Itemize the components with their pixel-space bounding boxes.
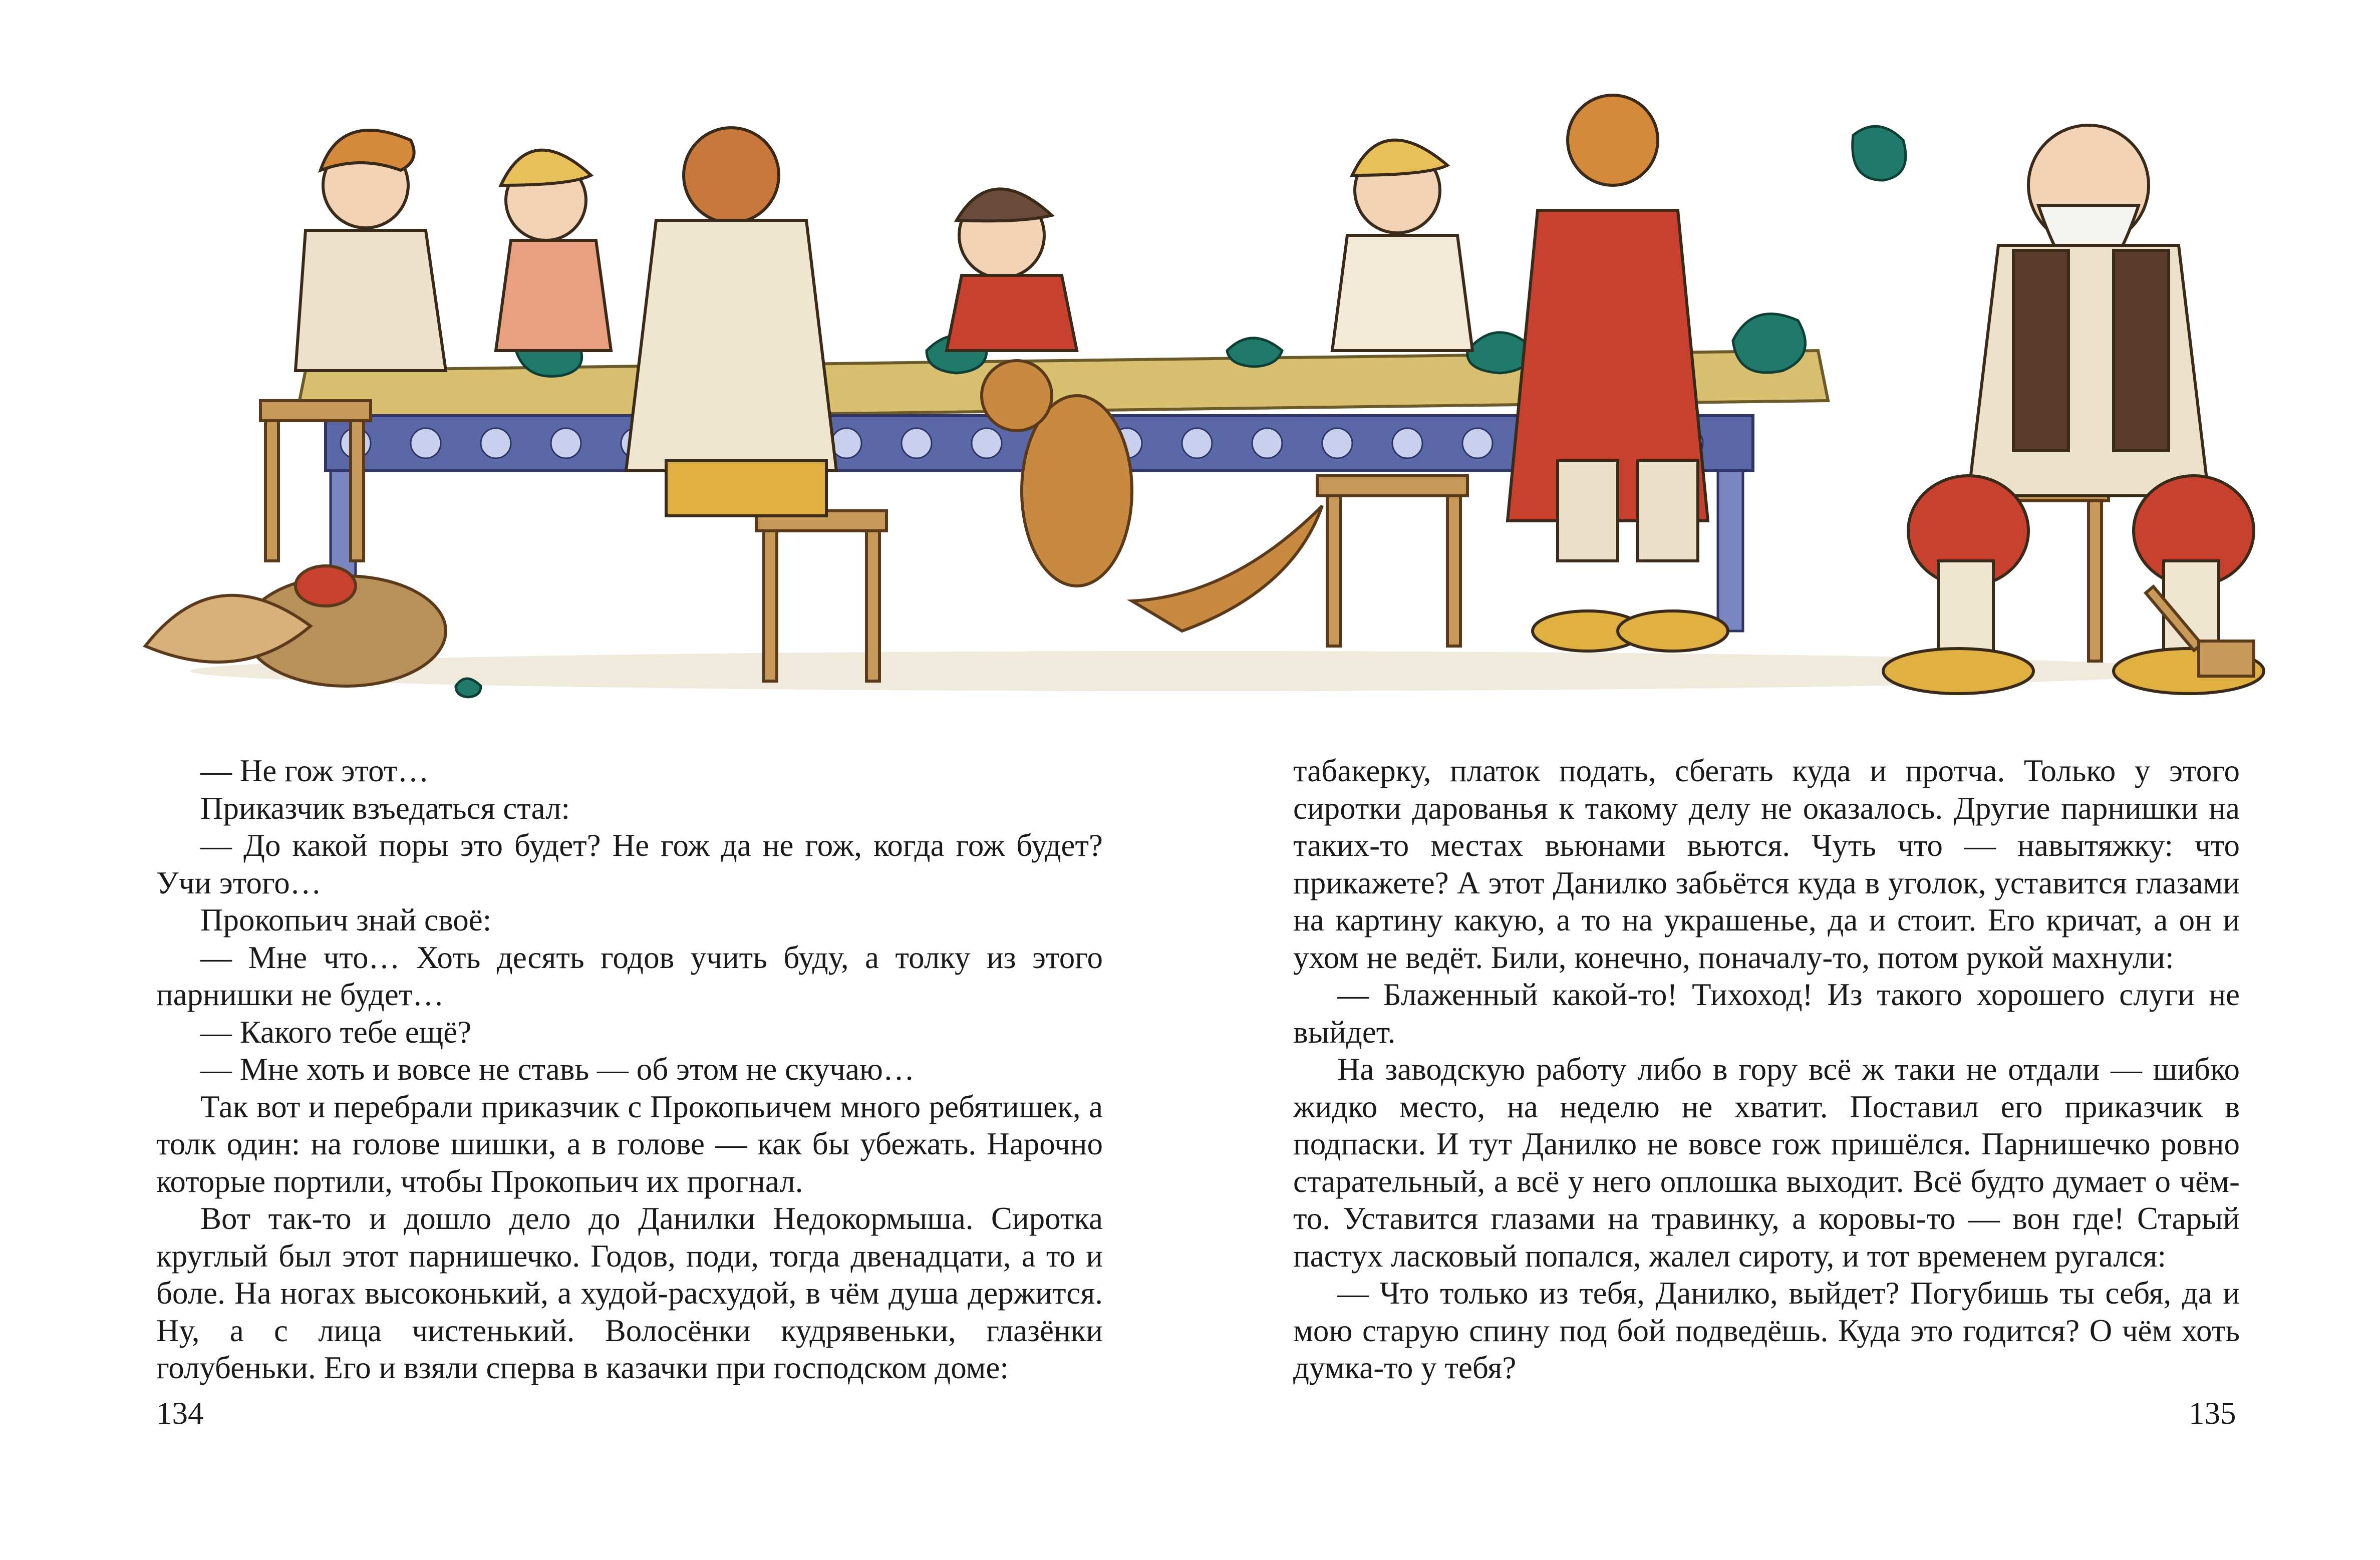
paragraph: табакерку, платок подать, сбегать куда и протча. Только у этого сиротки дарованья к такому делу не оказалось. Другие парнишки на таких-то местах вьюнами вьются. Чуть что — навытяжку: что прикажете? А этот Данилко забьётся куда в уголок, уставится глазами на картину какую, а то на украшенье, да и стоит. Его кричат, а он и ухом не ведёт. Били, конечно, поначалу-то, потом рукой махнули: — [1293, 753, 2240, 975]
paragraph: На заводскую работу либо в гору всё ж таки не отдали — шибко жидко место, на неделю не хватит. Поставил его приказчик в подпаски. И тут Данилко не вовсе гож пришёлся. Парнишечко ровно старательный, а всё у него оплошка выходит. Всё будто думает о чём-то. Уставится глазами на травинку, а коровы-то — вон где! Старый пастух ласковый попался, жалел сироту, и тот временем ругался: — [1293, 1052, 2240, 1274]
workshop-illustration — [115, 70, 2269, 711]
paragraph: — До какой поры это будет? Не гож да не гож, когда гож будет? Учи этого… — [156, 828, 1103, 900]
right-page-text — [1293, 752, 2240, 1387]
paragraph: — Блаженный какой-то! Тихоход! Из такого хорошего слуги не выйдет. — [1293, 977, 2240, 1050]
paragraph: — Какого тебе ещё? — [200, 1014, 472, 1050]
paragraph: Так вот и перебрали приказчик с Прокопьичем много ребятишек, а толк один: на голове шишки, а в голове — как бы убежать. Нарочно которые портили, чтобы Прокопьич их прогнал. — [156, 1089, 1103, 1199]
paragraph: Приказчик взъедаться стал: — [200, 790, 570, 826]
page-number-right: 135 — [2189, 1396, 2236, 1431]
paragraph: — Мне хоть и вовсе не ставь — об этом не скучаю… — [200, 1052, 915, 1087]
paragraph: — Что только из тебя, Данилко, выйдет? Погубишь ты себя, да и мою старую спину под бой подведёшь. Куда это годится? О чём хоть думка-то у тебя? — [1293, 1276, 2240, 1385]
basket-and-cap — [145, 566, 446, 686]
old-master — [1883, 125, 2264, 694]
paragraph: — Мне что… Хоть десять годов учить буду, а толку из этого парнишки не будет… — [156, 940, 1103, 1012]
left-page-text — [156, 752, 1103, 1387]
paragraph: — Не гож этот… — [200, 753, 429, 788]
page-number-left: 134 — [156, 1396, 204, 1431]
paragraph: Вот так-то и дошло дело до Данилки Недокормыша. Сиротка круглый был этот парнишечко. Годов, поди, тогда двенадцати, а то и боле. На ногах высоконький, а худой-расхудой, в чём душа держится. Ну, а с лица чистенький. Волосёнки кудрявеньки, глазёнки голубеньки. Его и взяли сперва в казачки при господском доме: — [156, 1201, 1103, 1385]
paragraph: Прокопьич знай своё: — [200, 902, 492, 938]
